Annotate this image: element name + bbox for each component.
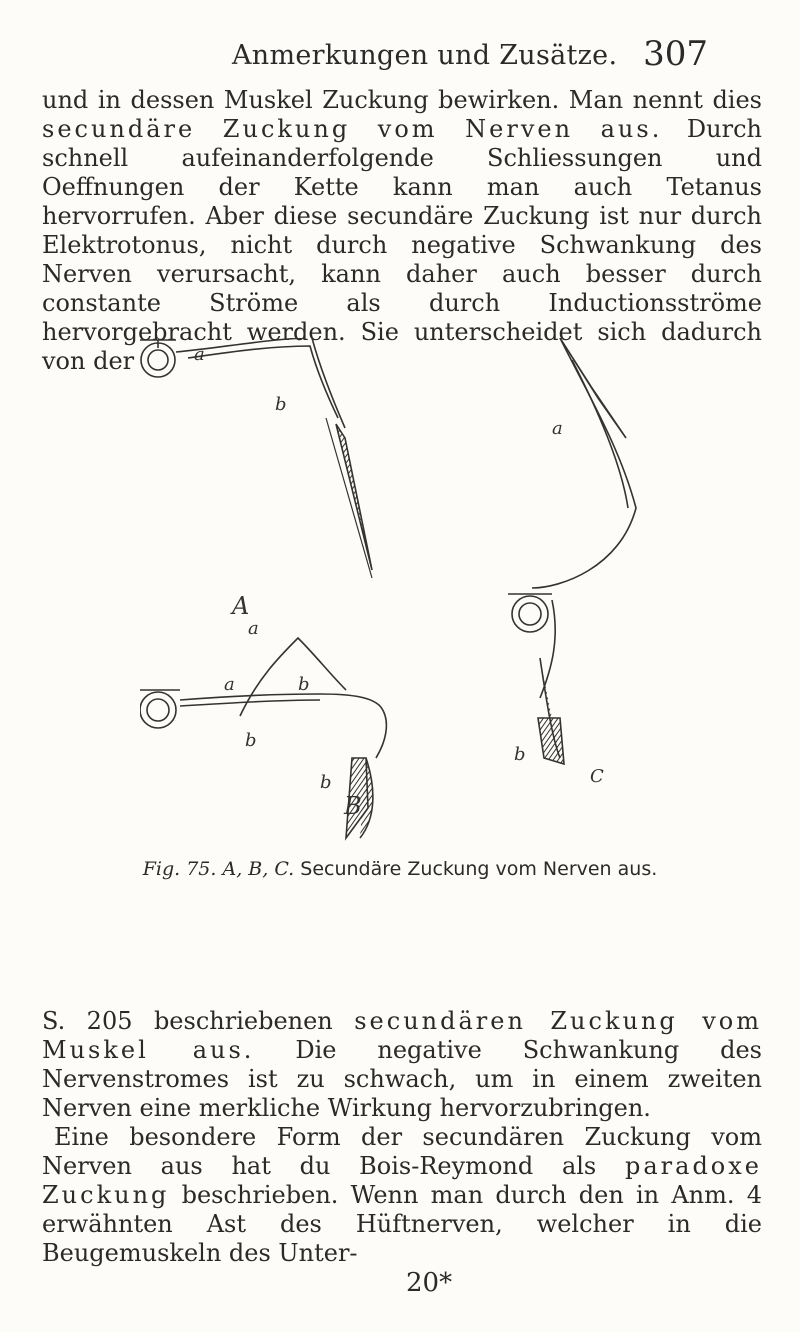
running-head-title: Anmerkungen und Zusätze. xyxy=(232,40,618,71)
figure-label: a xyxy=(552,418,563,439)
page-number: 307 xyxy=(643,34,708,74)
text-run: und in dessen Muskel Zuckung bewirken. Man nennt dies xyxy=(42,86,762,114)
top-paragraph xyxy=(42,86,762,376)
text-run: Die negative Schwankung des Nervenstromes ist zu schwach, um in einem zweiten Nerven eine merkliche Wirkung hervorzubringen. xyxy=(42,1036,762,1122)
spaced-term: secundären Zuckung vom Muskel aus. xyxy=(42,1007,762,1064)
spaced-term: secundäre Zuckung vom Nerven aus. xyxy=(42,115,663,143)
panel-label-a: A xyxy=(232,592,250,620)
panel-c-drawing xyxy=(508,338,636,764)
figure-label: b xyxy=(298,674,310,695)
paragraph-text xyxy=(42,1007,762,1123)
figure-label: a xyxy=(224,674,235,695)
figure-label: b xyxy=(514,744,526,765)
signature-mark: 20* xyxy=(406,1268,453,1298)
panel-label-c: C xyxy=(590,766,604,787)
figure-label: b xyxy=(275,394,287,415)
caption-figure-number: Fig. 75. xyxy=(142,858,217,880)
text-run: S. 205 beschriebenen xyxy=(42,1007,355,1035)
bottom-paragraphs xyxy=(42,1007,762,1268)
text-run: Eine besondere Form der secundären Zuckung vom Nerven aus hat du Bois-Reymond als xyxy=(42,1123,762,1180)
figure-label: b xyxy=(245,730,257,751)
spaced-term: paradoxe Zuckung xyxy=(42,1152,762,1209)
paragraph-text xyxy=(42,1123,762,1268)
figure-illustration xyxy=(140,338,700,848)
caption-text: Secundäre Zuckung vom Nerven aus. xyxy=(300,858,658,880)
panel-label-b: B xyxy=(344,792,362,820)
figure-label: a xyxy=(248,618,259,639)
figure-caption xyxy=(0,858,800,880)
text-run: beschrieben. Wenn man durch den in Anm. 4 erwähnten Ast des Hüftnerven, welcher in die Beugemuskeln des Unter- xyxy=(42,1181,762,1267)
figure-75 xyxy=(140,338,700,848)
caption-panels: A, B, C. xyxy=(222,858,295,880)
panel-a-drawing xyxy=(140,338,372,578)
text-run: Durch schnell aufeinanderfolgende Schliessungen und Oeffnungen der Kette kann man auch Tetanus hervorrufen. Aber diese secundäre Zuckung ist nur durch Elektrotonus, nicht durch negative Schwankung des Nerven verursacht, kann daher auch besser durch constante Ströme als durch Inductionsströme hervorgebracht werden. Sie unterscheidet sich dadurch von der xyxy=(42,115,762,375)
figure-label: b xyxy=(320,772,332,793)
paragraph-text xyxy=(42,86,762,376)
figure-label: a xyxy=(194,344,205,365)
running-head xyxy=(0,34,800,80)
